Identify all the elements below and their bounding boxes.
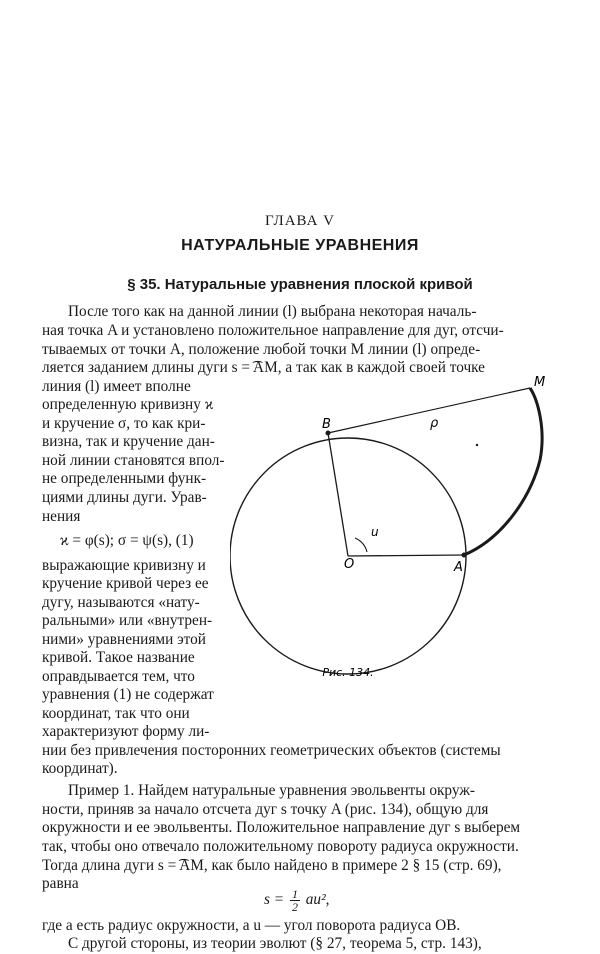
text-line: координат). xyxy=(42,760,118,777)
text-line: циями длины дуги. Урав- xyxy=(42,489,207,506)
label-O: O xyxy=(344,557,355,572)
fraction-numerator: 1 xyxy=(291,887,298,901)
text-line: координат, так что они xyxy=(42,705,190,722)
text-line: нения xyxy=(42,508,81,525)
text-line: дугу, называются «нату- xyxy=(42,594,200,611)
dot-mark xyxy=(476,444,478,446)
text-line: и кручение σ, то как кри- xyxy=(42,415,206,432)
text-line: Тогда длина дуги s = ͡AM, как было найдено в примере 2 § 15 (стр. 69), xyxy=(42,857,502,874)
text-line: кривой. Такое название xyxy=(42,649,195,666)
fraction xyxy=(290,888,300,913)
text-line: равна xyxy=(42,875,79,892)
figure-134 xyxy=(230,370,570,700)
text-line: ной линии становятся впол- xyxy=(42,452,225,469)
text-line: ная точка A и установлено положительное направление для дуг, отсчи- xyxy=(42,322,504,339)
radius-OB xyxy=(328,433,348,556)
text-line: определенную кривизну ϰ xyxy=(42,396,214,413)
figure-caption: Рис. 134. xyxy=(322,666,374,679)
fraction-denominator: 2 xyxy=(291,900,298,914)
text-line: Пример 1. Найдем натуральные уравнения эвольвенты окруж- xyxy=(68,782,475,799)
text-line: так, чтобы оно отвечало положительному повороту радиуса окружности. xyxy=(42,838,519,855)
label-B: B xyxy=(322,417,331,432)
text-line: визна, так и кручение дан- xyxy=(42,433,215,450)
chapter-title: НАТУРАЛЬНЫЕ УРАВНЕНИЯ xyxy=(181,237,419,254)
tangent-BM xyxy=(328,388,530,433)
text-line: ляется заданием длины дуги s = ͡AM, а так как в каждой своей точке xyxy=(42,359,485,376)
text-line: не определенными функ- xyxy=(42,470,207,487)
text-line: линия (l) имеет вполне xyxy=(42,378,191,395)
text-line: После того как на данной линии (l) выбрана некоторая началь- xyxy=(68,303,477,320)
text-line: нии без привлечения посторонних геометрических объектов (системы xyxy=(42,742,501,759)
label-M: M xyxy=(534,375,546,390)
angle-arc xyxy=(355,538,367,552)
text-line: С другой стороны, из теории эволют (§ 27, теорема 5, стр. 143), xyxy=(68,935,482,952)
equation-2-lhs: s = xyxy=(264,891,285,909)
label-u: u xyxy=(371,525,379,539)
radius-OA xyxy=(348,555,464,556)
text-line: уравнения (1) не содержат xyxy=(42,686,214,703)
text-line: где a есть радиус окружности, а u — угол поворота радиуса OB. xyxy=(42,917,461,934)
section-title: § 35. Натуральные уравнения плоской кривой xyxy=(127,276,473,293)
chapter-label: ГЛАВА V xyxy=(264,213,336,229)
text-line: ними» уравнениями этой xyxy=(42,631,206,648)
point-A xyxy=(462,553,467,558)
text-line: оправдывается тем, что xyxy=(42,668,195,685)
label-rho: ρ xyxy=(430,416,439,431)
involute-curve xyxy=(464,388,542,555)
equation-2 xyxy=(264,888,329,913)
text-line: характеризуют форму ли- xyxy=(42,723,210,740)
text-line: ности, приняв за начало отсчета дуг s точку A (рис. 134), общую для xyxy=(42,801,489,818)
equation-1: ϰ = φ(s); σ = ψ(s), (1) xyxy=(60,532,194,549)
equation-2-rhs: au², xyxy=(305,891,330,909)
text-line: окружности и ее эвольвенты. Положительное направление дуг s выберем xyxy=(42,819,521,836)
text-line: ральными» или «внутрен- xyxy=(42,612,213,629)
text-line: кручение кривой через ее xyxy=(42,575,209,592)
text-line: выражающие кривизну и xyxy=(42,557,206,574)
label-A: A xyxy=(454,560,463,575)
text-line: тываемых от точки A, положение любой точки M линии (l) опреде- xyxy=(42,341,481,358)
